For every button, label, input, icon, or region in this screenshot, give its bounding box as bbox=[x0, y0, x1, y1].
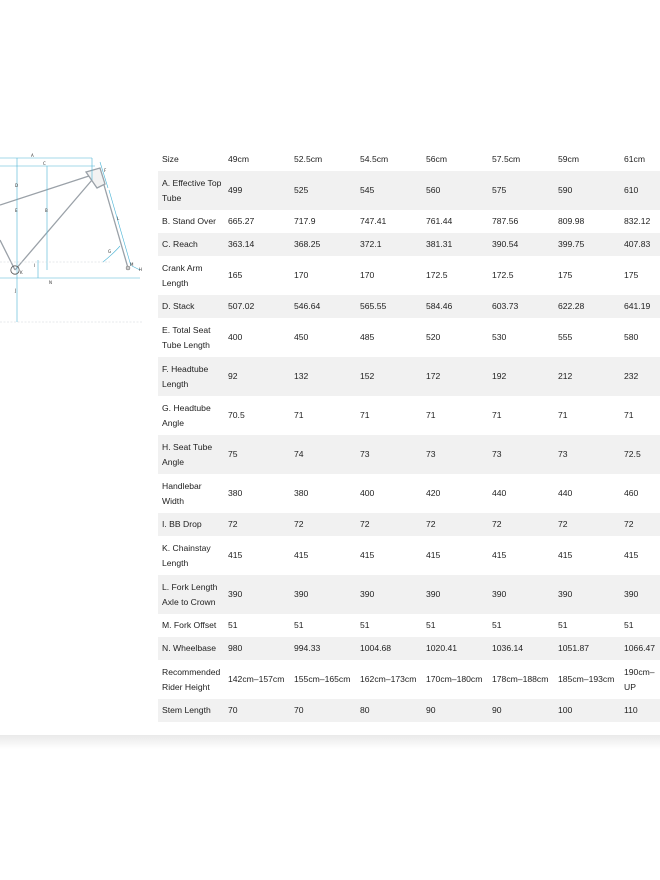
row-label: K. Chainstay Length bbox=[158, 536, 224, 575]
table-cell: 717.9 bbox=[290, 210, 356, 233]
table-cell: 212 bbox=[554, 357, 620, 396]
table-cell: 507.02 bbox=[224, 295, 290, 318]
table-cell: 415 bbox=[356, 536, 422, 575]
dim-label-d: D bbox=[15, 183, 19, 188]
table-cell: 73 bbox=[554, 435, 620, 474]
geometry-diagram bbox=[0, 150, 150, 330]
table-cell: 1051.87 bbox=[554, 637, 620, 660]
row-label: Stem Length bbox=[158, 699, 224, 722]
bike-frame bbox=[0, 168, 128, 270]
table-cell: 75 bbox=[224, 435, 290, 474]
table-cell: 994.33 bbox=[290, 637, 356, 660]
row-label: Recommended Rider Height bbox=[158, 660, 224, 699]
table-cell: 832.12 bbox=[620, 210, 660, 233]
table-cell: 178cm–188cm bbox=[488, 660, 554, 699]
table-cell: 1020.41 bbox=[422, 637, 488, 660]
table-cell: 525 bbox=[290, 171, 356, 210]
table-cell: 71 bbox=[356, 396, 422, 435]
dim-label-c: C bbox=[43, 161, 46, 166]
table-cell: 73 bbox=[422, 435, 488, 474]
table-cell: 51 bbox=[224, 614, 290, 637]
table-cell: 590 bbox=[554, 171, 620, 210]
table-cell: 622.28 bbox=[554, 295, 620, 318]
table-cell: 70 bbox=[290, 699, 356, 722]
table-cell: 51 bbox=[620, 614, 660, 637]
table-cell: 380 bbox=[290, 474, 356, 513]
row-label: A. Effective Top Tube bbox=[158, 171, 224, 210]
table-cell: 400 bbox=[224, 318, 290, 357]
table-cell: 73 bbox=[488, 435, 554, 474]
size-column-header: 54.5cm bbox=[356, 148, 422, 171]
size-column-header: 59cm bbox=[554, 148, 620, 171]
row-label: I. BB Drop bbox=[158, 513, 224, 536]
table-cell: 71 bbox=[620, 396, 660, 435]
table-cell: 555 bbox=[554, 318, 620, 357]
row-label: H. Seat Tube Angle bbox=[158, 435, 224, 474]
table-cell: 747.41 bbox=[356, 210, 422, 233]
table-cell: 100 bbox=[554, 699, 620, 722]
table-cell: 415 bbox=[290, 536, 356, 575]
dim-label-h: H bbox=[139, 267, 143, 272]
table-row bbox=[158, 256, 660, 295]
table-cell: 520 bbox=[422, 318, 488, 357]
table-cell: 610 bbox=[620, 171, 660, 210]
size-column-header: 49cm bbox=[224, 148, 290, 171]
table-cell: 142cm–157cm bbox=[224, 660, 290, 699]
dim-label-i: I bbox=[34, 263, 36, 268]
table-cell: 381.31 bbox=[422, 233, 488, 256]
table-cell: 580 bbox=[620, 318, 660, 357]
dim-label-f: F bbox=[104, 168, 107, 173]
table-cell: 80 bbox=[356, 699, 422, 722]
table-cell: 390 bbox=[620, 575, 660, 614]
table-cell: 72 bbox=[290, 513, 356, 536]
table-cell: 787.56 bbox=[488, 210, 554, 233]
table-cell: 72 bbox=[488, 513, 554, 536]
table-cell: 546.64 bbox=[290, 295, 356, 318]
row-label: Crank Arm Length bbox=[158, 256, 224, 295]
table-cell: 90 bbox=[488, 699, 554, 722]
row-label: M. Fork Offset bbox=[158, 614, 224, 637]
dim-label-b: B bbox=[45, 208, 48, 213]
table-cell: 368.25 bbox=[290, 233, 356, 256]
table-cell: 73 bbox=[356, 435, 422, 474]
table-cell: 980 bbox=[224, 637, 290, 660]
table-cell: 71 bbox=[554, 396, 620, 435]
size-header: Size bbox=[158, 148, 224, 171]
table-cell: 399.75 bbox=[554, 233, 620, 256]
table-cell: 132 bbox=[290, 357, 356, 396]
table-cell: 460 bbox=[620, 474, 660, 513]
table-cell: 415 bbox=[422, 536, 488, 575]
table-cell: 665.27 bbox=[224, 210, 290, 233]
dim-label-j: J bbox=[15, 288, 17, 293]
table-cell: 440 bbox=[488, 474, 554, 513]
table-cell: 175 bbox=[554, 256, 620, 295]
row-label: N. Wheelbase bbox=[158, 637, 224, 660]
dim-label-k: K bbox=[20, 270, 23, 275]
table-cell: 71 bbox=[290, 396, 356, 435]
table-cell: 440 bbox=[554, 474, 620, 513]
table-cell: 72 bbox=[554, 513, 620, 536]
table-cell: 390 bbox=[422, 575, 488, 614]
table-row bbox=[158, 575, 660, 614]
table-row bbox=[158, 435, 660, 474]
table-row bbox=[158, 295, 660, 318]
table-cell: 390 bbox=[554, 575, 620, 614]
table-cell: 415 bbox=[620, 536, 660, 575]
row-label: B. Stand Over bbox=[158, 210, 224, 233]
table-cell: 72 bbox=[620, 513, 660, 536]
table-row bbox=[158, 474, 660, 513]
table-cell: 74 bbox=[290, 435, 356, 474]
table-cell: 51 bbox=[554, 614, 620, 637]
table-cell: 71 bbox=[488, 396, 554, 435]
table-cell: 152 bbox=[356, 357, 422, 396]
table-cell: 372.1 bbox=[356, 233, 422, 256]
table-cell: 90 bbox=[422, 699, 488, 722]
table-cell: 450 bbox=[290, 318, 356, 357]
table-cell: 809.98 bbox=[554, 210, 620, 233]
table-cell: 70 bbox=[224, 699, 290, 722]
table-cell: 172.5 bbox=[422, 256, 488, 295]
size-column-header: 57.5cm bbox=[488, 148, 554, 171]
page-bottom-edge bbox=[0, 735, 660, 749]
table-cell: 407.83 bbox=[620, 233, 660, 256]
dim-label-m: M bbox=[130, 262, 134, 267]
dim-label-e: E bbox=[15, 208, 18, 213]
dim-label-l: L bbox=[117, 216, 120, 221]
table-cell: 70.5 bbox=[224, 396, 290, 435]
table-cell: 499 bbox=[224, 171, 290, 210]
table-cell: 390.54 bbox=[488, 233, 554, 256]
table-row bbox=[158, 318, 660, 357]
size-column-header: 52.5cm bbox=[290, 148, 356, 171]
row-label: F. Headtube Length bbox=[158, 357, 224, 396]
row-label: L. Fork Length Axle to Crown bbox=[158, 575, 224, 614]
table-cell: 170cm–180cm bbox=[422, 660, 488, 699]
table-row bbox=[158, 637, 660, 660]
table-cell: 72 bbox=[224, 513, 290, 536]
table-cell: 603.73 bbox=[488, 295, 554, 318]
table-cell: 545 bbox=[356, 171, 422, 210]
table-cell: 1036.14 bbox=[488, 637, 554, 660]
table-cell: 485 bbox=[356, 318, 422, 357]
table-cell: 1066.47 bbox=[620, 637, 660, 660]
table-cell: 72 bbox=[422, 513, 488, 536]
table-row bbox=[158, 210, 660, 233]
table-cell: 390 bbox=[488, 575, 554, 614]
table-cell: 162cm–173cm bbox=[356, 660, 422, 699]
table-row bbox=[158, 699, 660, 722]
table-cell: 192 bbox=[488, 357, 554, 396]
dim-label-g: G bbox=[108, 249, 112, 254]
table-cell: 51 bbox=[488, 614, 554, 637]
table-cell: 51 bbox=[290, 614, 356, 637]
table-cell: 155cm–165cm bbox=[290, 660, 356, 699]
table-cell: 565.55 bbox=[356, 295, 422, 318]
table-cell: 400 bbox=[356, 474, 422, 513]
table-row bbox=[158, 357, 660, 396]
geometry-table bbox=[158, 148, 660, 722]
row-label: C. Reach bbox=[158, 233, 224, 256]
table-cell: 72 bbox=[356, 513, 422, 536]
table-cell: 761.44 bbox=[422, 210, 488, 233]
table-row bbox=[158, 171, 660, 210]
table-cell: 363.14 bbox=[224, 233, 290, 256]
table-row bbox=[158, 233, 660, 256]
table-cell: 584.46 bbox=[422, 295, 488, 318]
table-cell: 185cm–193cm bbox=[554, 660, 620, 699]
table-cell: 1004.68 bbox=[356, 637, 422, 660]
row-label: G. Headtube Angle bbox=[158, 396, 224, 435]
table-row bbox=[158, 614, 660, 637]
row-label: E. Total Seat Tube Length bbox=[158, 318, 224, 357]
table-cell: 51 bbox=[356, 614, 422, 637]
table-cell: 71 bbox=[422, 396, 488, 435]
table-cell: 420 bbox=[422, 474, 488, 513]
table-cell: 415 bbox=[224, 536, 290, 575]
table-cell: 232 bbox=[620, 357, 660, 396]
table-cell: 170 bbox=[290, 256, 356, 295]
table-cell: 390 bbox=[290, 575, 356, 614]
table-cell: 530 bbox=[488, 318, 554, 357]
dim-label-a: A bbox=[31, 153, 34, 158]
table-cell: 575 bbox=[488, 171, 554, 210]
table-cell: 415 bbox=[488, 536, 554, 575]
table-cell: 390 bbox=[224, 575, 290, 614]
row-label: D. Stack bbox=[158, 295, 224, 318]
table-cell: 380 bbox=[224, 474, 290, 513]
table-header-row bbox=[158, 148, 660, 171]
table-cell: 415 bbox=[554, 536, 620, 575]
table-cell: 92 bbox=[224, 357, 290, 396]
table-cell: 172 bbox=[422, 357, 488, 396]
size-column-header: 56cm bbox=[422, 148, 488, 171]
table-row bbox=[158, 513, 660, 536]
table-cell: 560 bbox=[422, 171, 488, 210]
table-cell: 170 bbox=[356, 256, 422, 295]
table-cell: 390 bbox=[356, 575, 422, 614]
table-cell: 110 bbox=[620, 699, 660, 722]
table-cell: 72.5 bbox=[620, 435, 660, 474]
table-cell: 172.5 bbox=[488, 256, 554, 295]
size-column-header: 61cm bbox=[620, 148, 660, 171]
table-cell: 641.19 bbox=[620, 295, 660, 318]
table-cell: 165 bbox=[224, 256, 290, 295]
table-cell: 175 bbox=[620, 256, 660, 295]
row-label: Handlebar Width bbox=[158, 474, 224, 513]
table-cell: 51 bbox=[422, 614, 488, 637]
table-cell: 190cm–UP bbox=[620, 660, 660, 699]
table-row bbox=[158, 660, 660, 699]
table-row bbox=[158, 396, 660, 435]
table-row bbox=[158, 536, 660, 575]
dim-label-n: N bbox=[49, 280, 52, 285]
